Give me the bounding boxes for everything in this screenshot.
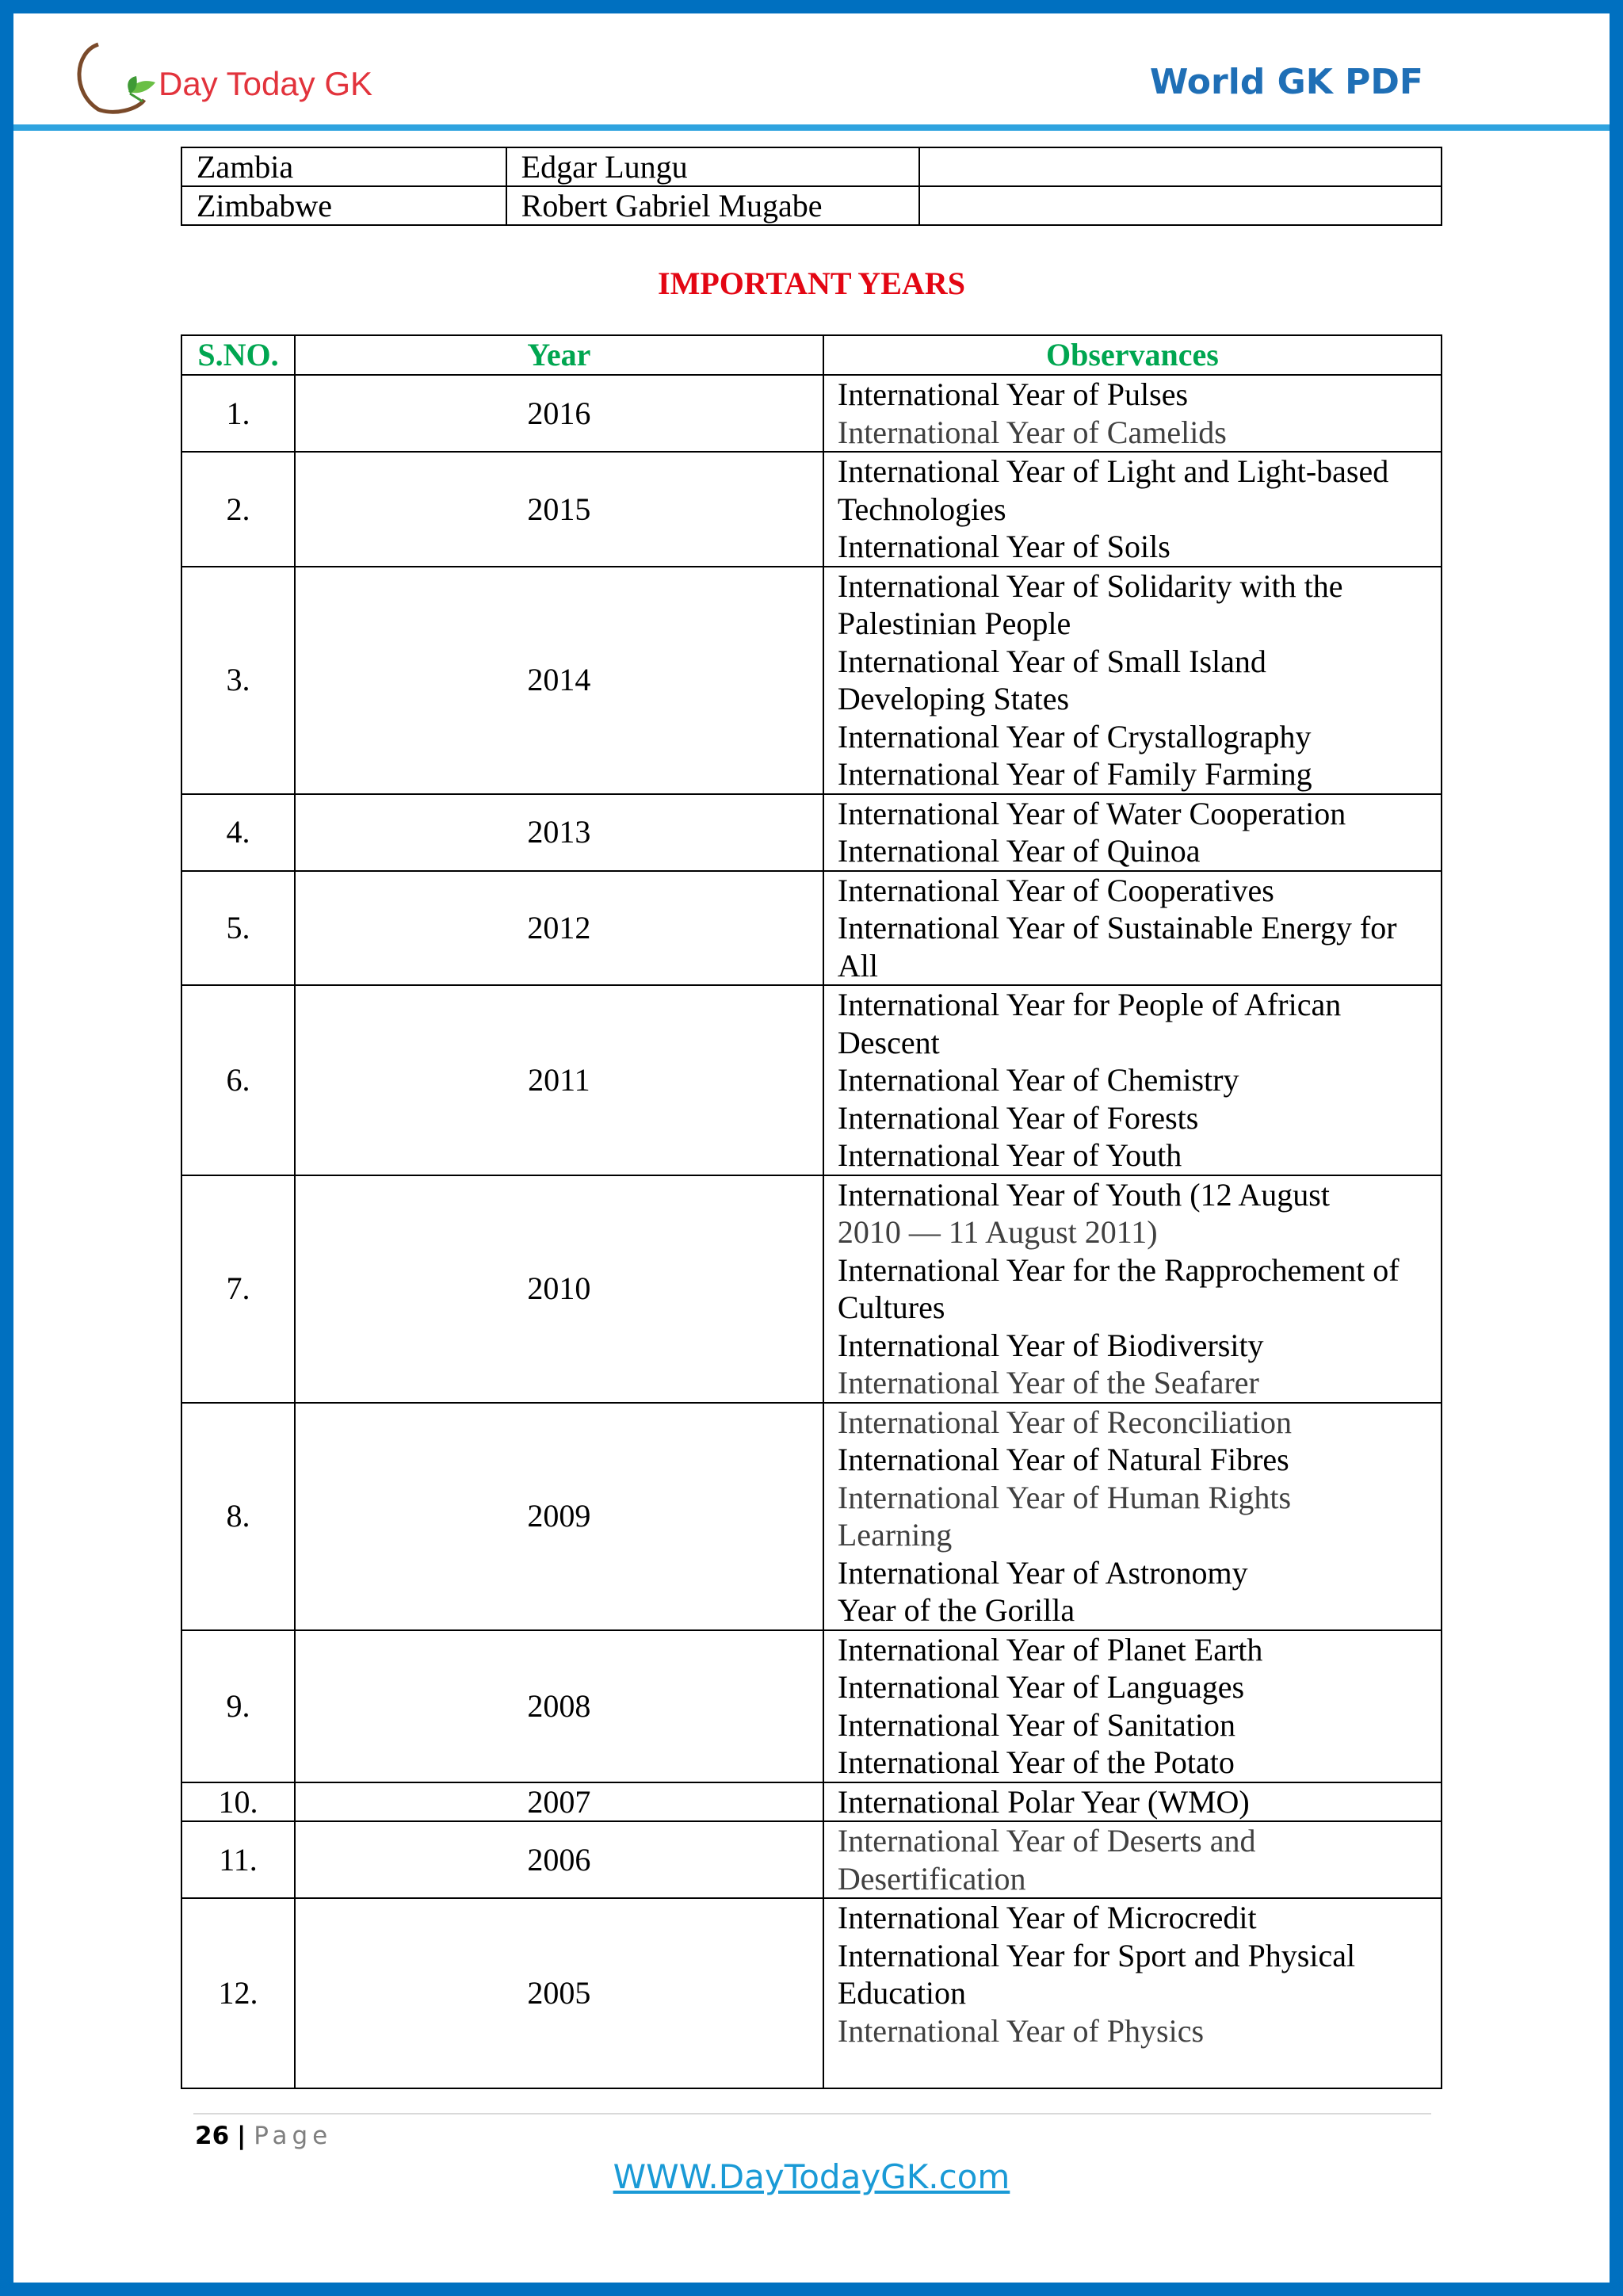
observance-line [838,2050,1441,2088]
observance-line: International Year of Small Island [837,643,1266,679]
cell-year: 2005 [295,1898,823,2088]
observance-line: International Year of Deserts and [837,1823,1256,1859]
observance-line: International Year of Sustainable Energy for [837,910,1397,946]
footer-divider [193,2113,1431,2115]
cell-year: 2007 [295,1782,823,1822]
observance-line: International Year of Languages [837,1669,1245,1705]
table-row [181,871,1442,986]
observance-line: All [837,947,878,984]
cell-sno: 2. [181,452,295,567]
table-row [181,1821,1442,1898]
cell-observances [823,871,1442,986]
header-divider [13,124,1610,131]
observance-line: Year of the Gorilla [837,1592,1075,1628]
cell-observances [823,1898,1442,2088]
column-header-observances: Observances [823,335,1442,375]
cell-observances [823,452,1442,567]
cell-country: Zambia [181,147,506,186]
observance-line: Descent [837,1024,940,1060]
cell-sno: 4. [181,794,295,871]
cell-sno: 12. [181,1898,295,2088]
observance-line: International Year of the Potato [837,1744,1235,1780]
observance-line: International Year of Youth [837,1137,1182,1173]
observance-line: International Year of Human Rights [837,1479,1292,1515]
observance-line: International Year of Light and Light-based [837,453,1389,489]
cell-year: 2009 [295,1403,823,1630]
cell-country: Zimbabwe [181,186,506,225]
cell-sno: 1. [181,375,295,452]
important-years-table [181,334,1442,2089]
cell-sno: 11. [181,1821,295,1898]
table-row [181,1175,1442,1403]
observance-line: International Year for the Rapprochement of [837,1251,1400,1288]
table-row [181,1898,1442,2088]
table-row [181,567,1442,794]
observance-line: International Year of Physics [837,2012,1205,2049]
cell-extra [919,147,1442,186]
column-header-year: Year [295,335,823,375]
observance-line: International Year of Planet Earth [837,1631,1263,1668]
table-row [181,794,1442,871]
observance-line: International Year of Natural Fibres [837,1442,1289,1477]
observance-line: International Year of Soils [837,529,1170,564]
observance-line: International Year of Water Cooperation [837,795,1346,831]
table-row [181,1782,1442,1822]
cell-year: 2014 [295,567,823,794]
observance-line: Desertification [837,1860,1026,1897]
observance-line: International Year of Forests [837,1099,1199,1136]
observance-line: International Year of Sanitation [837,1706,1235,1743]
observance-line: Technologies [837,491,1006,527]
page-label: Page [254,2122,333,2150]
page-number-value: 26 [195,2122,230,2150]
table-row [181,1630,1442,1782]
header-title: World GK PDF [1149,62,1423,102]
cell-sno: 8. [181,1403,295,1630]
page-separator: | [237,2122,246,2150]
table-header-row [181,335,1442,375]
observance-line: International Polar Year (WMO) [837,1783,1250,1820]
table-row [181,1403,1442,1630]
observance-line: International Year of Chemistry [837,1062,1239,1098]
cell-year: 2016 [295,375,823,452]
cell-year: 2012 [295,871,823,986]
table-row [181,147,1442,186]
cell-observances [823,1821,1442,1898]
cell-year: 2010 [295,1175,823,1403]
cell-year: 2006 [295,1821,823,1898]
observance-line: International Year for People of African [837,987,1342,1022]
cell-year: 2011 [295,985,823,1175]
observance-line: International Year of Youth (12 August [837,1176,1330,1213]
observance-line: Palestinian People [837,606,1071,641]
cell-observances [823,567,1442,794]
cell-sno: 7. [181,1175,295,1403]
cell-year: 2008 [295,1630,823,1782]
observance-line: International Year of Family Farming [837,756,1312,792]
observance-line: International Year of the Seafarer [837,1365,1259,1400]
observance-line: Learning [837,1517,953,1553]
cell-observances [823,1175,1442,1403]
cell-leader: Edgar Lungu [506,147,919,186]
cell-observances [823,794,1442,871]
logo-text: Day Today GK [158,65,373,102]
observance-line: International Year of Biodiversity [837,1327,1264,1363]
table-row [181,452,1442,567]
website-link[interactable]: WWW.DayTodayGK.com [613,2157,1010,2196]
cell-sno: 9. [181,1630,295,1782]
cell-observances [823,985,1442,1175]
observance-line: International Year of Solidarity with the [837,567,1343,604]
cell-observances [823,1403,1442,1630]
observance-line: International Year of Crystallography [837,718,1312,755]
cell-observances [823,1630,1442,1782]
column-header-sno: S.NO. [181,335,295,375]
cell-sno: 3. [181,567,295,794]
observance-line: International Year of Pulses [837,376,1189,412]
observance-line: International Year of Cooperatives [837,872,1274,908]
cell-leader: Robert Gabriel Mugabe [506,186,919,225]
table-row [181,375,1442,452]
cell-sno: 6. [181,985,295,1175]
cell-observances [823,1782,1442,1822]
observance-line: International Year for Sport and Physical [837,1937,1356,1973]
observance-line: International Year of Astronomy [837,1554,1248,1591]
observance-line: 2010 — 11 August 2011) [837,1214,1158,1250]
cell-year: 2015 [295,452,823,567]
cell-year: 2013 [295,794,823,871]
page-number [195,2122,332,2150]
table-row [181,186,1442,225]
leaders-table [181,147,1442,226]
table-row [181,985,1442,1175]
cell-sno: 10. [181,1782,295,1822]
observance-line: Education [837,1975,967,2011]
cell-extra [919,186,1442,225]
observance-line: International Year of Microcredit [837,1900,1257,1935]
observance-line: Developing States [837,681,1070,716]
observance-line: International Year of Quinoa [837,833,1201,869]
observance-line: International Year of Reconciliation [837,1404,1293,1440]
observance-line: International Year of Camelids [837,414,1227,450]
section-title: IMPORTANT YEARS [658,266,965,301]
observance-line: Cultures [837,1289,945,1325]
cell-sno: 5. [181,871,295,986]
cell-observances [823,375,1442,452]
